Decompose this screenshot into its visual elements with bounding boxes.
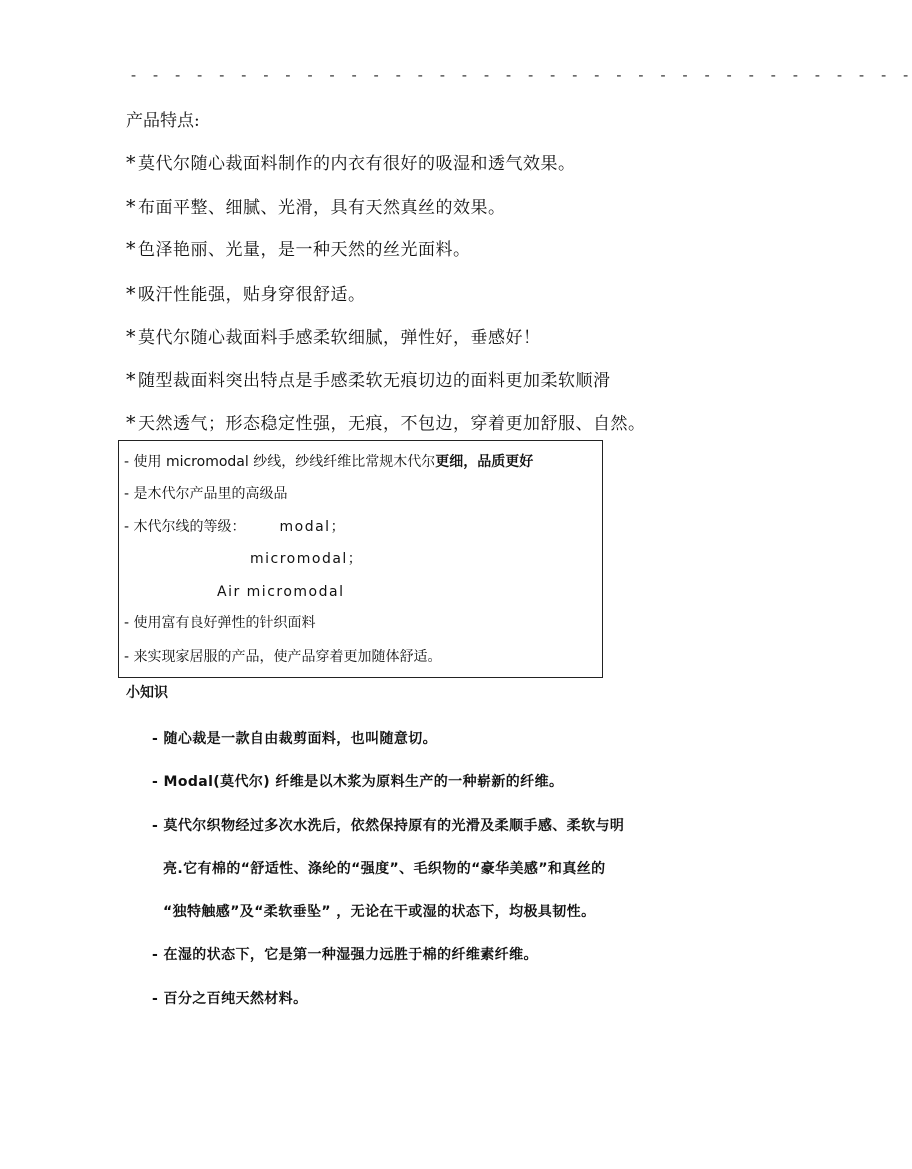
box-highlight: 更细，品质更好 [435,454,534,470]
feature-item: * 天然透气；形态稳定性强，无痕，不包边，穿着更加舒服、自然。 [126,412,646,434]
tip-item: - 随心裁是一款自由裁剪面料，也叫随意切。 [152,731,438,747]
dashed-separator: - - - - - - - - - - - - - - - - - - - - - - - - - - - - - - - - - - - - [129,66,912,84]
feature-item: * 随型裁面料突出特点是手感柔软无痕切边的面料更加柔软顺滑 [126,369,611,391]
tips-title: 小知识 [126,685,168,701]
star-bullet: * [126,238,136,260]
micromodal-info-box [118,440,603,678]
grade-modal: modal； [279,519,347,535]
star-bullet: * [126,152,136,174]
star-bullet: * [126,412,136,434]
tip-item-continued: 亮.它有棉的“舒适性、涤纶的“强度”、毛织物的“豪华美感”和真丝的 [163,861,606,877]
grade-micromodal: micromodal； [250,551,364,567]
feature-item: * 莫代尔随心裁面料制作的内衣有很好的吸湿和透气效果。 [126,152,576,174]
features-heading: 产品特点: [126,111,200,131]
star-bullet: * [126,326,136,348]
feature-item: * 莫代尔随心裁面料手感柔软细腻，弹性好，垂感好！ [126,326,541,348]
feature-item: * 布面平整、细腻、光滑，具有天然真丝的效果。 [126,196,506,218]
tip-item: - Modal(莫代尔) 纤维是以木浆为原料生产的一种崭新的纤维。 [152,774,564,790]
box-line: - 木代尔线的等级： modal； [124,519,347,535]
tip-item: - 莫代尔织物经过多次水洗后，依然保持原有的光滑及柔顺手感、柔软与明 [152,818,625,834]
tip-item-continued: “独特触感”及“柔软垂坠” ，无论在干或湿的状态下，均极具韧性。 [163,904,596,920]
grade-air-micromodal: Air micromodal [217,584,345,600]
star-bullet: * [126,369,136,391]
box-line: - 使用富有良好弹性的针织面料 [124,615,316,631]
box-line: - 使用 micromodal 纱线，纱线纤维比常规木代尔更细，品质更好 [124,454,534,470]
star-bullet: * [126,283,136,305]
star-bullet: * [126,196,136,218]
tip-item: - 在湿的状态下，它是第一种湿强力远胜于棉的纤维素纤维。 [152,947,538,963]
tip-item: - 百分之百纯天然材料。 [152,991,308,1007]
box-line: - 来实现家居服的产品，使产品穿着更加随体舒适。 [124,649,442,665]
box-line: - 是木代尔产品里的高级品 [124,486,288,502]
feature-item: * 吸汗性能强，贴身穿很舒适。 [126,283,366,305]
feature-item: * 色泽艳丽、光量，是一种天然的丝光面料。 [126,238,471,260]
